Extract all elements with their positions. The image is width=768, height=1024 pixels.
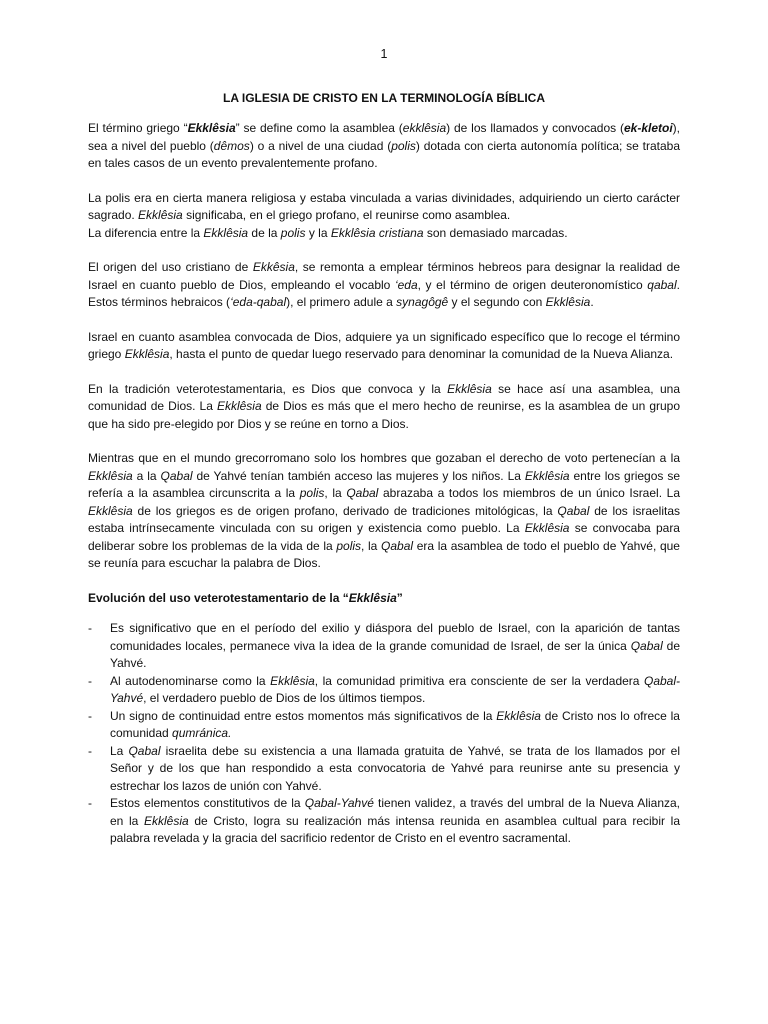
italic-term: dêmos <box>213 138 250 153</box>
bold-italic-term: Ekklêsia <box>348 590 397 605</box>
list-item-text: La Qabal israelita debe su existencia a una llamada gratuita de Yahvé, se trata de los llamados por el Señor y de los que han respondido a esta convocatoria de Yahvé para reunirse ante su presencia y estrechar los lazos de unión con Yahvé. <box>110 743 680 793</box>
italic-term: Ekklêsia <box>138 208 183 222</box>
document-title: LA IGLESIA DE CRISTO EN LA TERMINOLOGÍA BÍBLICA <box>222 91 545 105</box>
bold-italic-term: Ekklêsia <box>187 121 236 135</box>
list-item <box>88 620 680 673</box>
italic-term: Ekklêsia <box>524 521 570 535</box>
italic-term: polis <box>336 538 362 553</box>
italic-term: polis <box>280 225 306 240</box>
bullet-marker: - <box>88 796 92 810</box>
italic-term: Qabal <box>557 503 590 518</box>
section-title: Evolución del uso veterotestamentario de la “Ekklêsia” <box>88 590 403 605</box>
italic-term: Qabal <box>128 743 161 758</box>
italic-term: ‘eda <box>394 277 418 292</box>
italic-term: Ekklêsia <box>545 295 591 309</box>
list-item-text: Estos elementos constitutivos de la Qabal-Yahvé tienen validez, a través del umbral de la Nueva Alianza, en la Ekklêsia de Cristo, logra su realización más intensa reunida en asamblea cultual para recibir la palabra revelada y la gracia del sacrificio redentor de Cristo en el eventro sacramental. <box>110 796 681 845</box>
list-item <box>88 708 680 743</box>
paragraph: En la tradición veterotestamentaria, es Dios que convoca y la Ekklêsia se hace así una asamblea, una comunidad de Dios. La Ekklêsia de Dios es más que el mero hecho de reunirse, es la asamblea de un grupo que ha sido pre-elegido por Dios y se reúne en torno a Dios. <box>88 381 681 431</box>
italic-term: polis <box>391 138 416 153</box>
italic-term: Ekklêsia <box>88 503 133 518</box>
paragraph: Israel en cuanto asamblea convocada de Dios, adquiere ya un significado específico que lo recoge el término griego Ekklêsia, hasta el punto de quedar luego reservado para denominar la comunidad de la Nueva Alianza. <box>88 329 680 361</box>
italic-term: Qabal <box>381 538 414 553</box>
italic-term: Ekklêsia <box>270 673 315 688</box>
paragraph: La polis era en cierta manera religiosa y estaba vinculada a varias divinidades, adquiriendo un cierto carácter sagrado. Ekklêsia significaba, en el griego profano, el reunirse como asamblea. <box>88 190 680 222</box>
bold-italic-term: ek-kletoi <box>623 121 673 135</box>
italic-term: Ekklêsia <box>216 399 262 413</box>
italic-term: qabal <box>647 277 677 292</box>
italic-term: Qabal <box>160 468 193 483</box>
paragraph: El término griego “Ekklêsia” se define como la asamblea (ekklêsia) de los llamados y convocados (ek-kletoi), sea a nivel del pueblo (dêmos) o a nivel de una ciudad (polis) dotada con cierta autonomía política; se trataba en tales casos de un evento prevalentemente profano. <box>88 121 681 170</box>
italic-term: Qabal-Yahvé <box>110 673 681 705</box>
italic-term: Ekklêsia <box>144 813 189 828</box>
bullet-marker: - <box>88 673 92 688</box>
italic-term: Qabal <box>346 486 379 500</box>
italic-term: Qabal-Yahvé <box>304 796 374 810</box>
list-item-text: Es significativo que en el período del exilio y diáspora del pueblo de Israel, con la aparición de tantas comunidades locales, permanece viva la idea de la grande comunidad de Israel, de ser la única Qabal de Yahvé. <box>110 621 680 670</box>
bullet-marker: - <box>88 708 92 723</box>
italic-term: ‘eda-qabal <box>230 295 287 309</box>
italic-term: Ekklêsia <box>447 381 492 396</box>
italic-term: Ekkêsia <box>252 260 295 274</box>
paragraph: El origen del uso cristiano de Ekkêsia, se remonta a emplear términos hebreos para designar la realidad de Israel en cuanto pueblo de Dios, empleando el vocablo ‘eda, y el término de origen deuteronomístico qabal. Estos términos hebraicos (‘eda-qabal), el primero adule a synagôgê y el segundo con Ekklêsia. <box>88 260 680 309</box>
italic-term: Ekklêsia cristiana <box>330 225 424 240</box>
list-item <box>88 743 680 796</box>
paragraph: Mientras que en el mundo grecorromano solo los hombres que gozaban el derecho de voto pertenecían a la Ekklêsia a la Qabal de Yahvé tenían también acceso las mujeres y los niños. La Ekklêsia entre los griegos se refería a la asamblea circunscrita a la polis, la Qabal abrazaba a todos los miembros de un único Israel. La Ekklêsia de los griegos es de origen profano, derivado de tradiciones mitológicas, la Qabal de los israelitas estaba intrínsecamente vinculada con su origen y existencia como pueblo. La Ekklêsia se convocaba para deliberar sobre los problemas de la vida de la polis, la Qabal era la asamblea de todo el pueblo de Yahvé, que se reunía para escuchar la palabra de Dios. <box>88 451 681 570</box>
list-item <box>88 673 680 708</box>
bullet-marker: - <box>88 621 92 635</box>
paragraph: La diferencia entre la Ekklêsia de la polis y la Ekklêsia cristiana son demasiado marcadas. <box>88 225 568 240</box>
italic-term: synagôgê <box>396 295 449 309</box>
list-item <box>88 795 680 848</box>
italic-term: Ekklêsia <box>203 225 249 240</box>
italic-term: Qabal <box>630 638 663 653</box>
list-item-text: Un signo de continuidad entre estos momentos más significativos de la Ekklêsia de Cristo nos lo ofrece la comunidad qumránica. <box>110 708 680 740</box>
italic-term: polis <box>299 486 325 500</box>
bullet-list <box>88 620 680 848</box>
italic-term: Ekklêsia <box>124 347 170 361</box>
italic-term: Ekklêsia <box>88 468 133 483</box>
italic-term: Ekklêsia <box>496 708 541 723</box>
italic-term: Ekklêsia <box>524 468 570 483</box>
italic-term: ekklêsia <box>402 121 447 135</box>
page-number: 1 <box>380 47 388 61</box>
italic-term: qumránica. <box>172 726 232 740</box>
list-item-text: Al autodenominarse como la Ekklêsia, la comunidad primitiva era consciente de ser la verdadera Qabal-Yahvé, el verdadero pueblo de Dios de los últimos tiempos. <box>110 673 681 705</box>
bullet-marker: - <box>88 743 92 758</box>
